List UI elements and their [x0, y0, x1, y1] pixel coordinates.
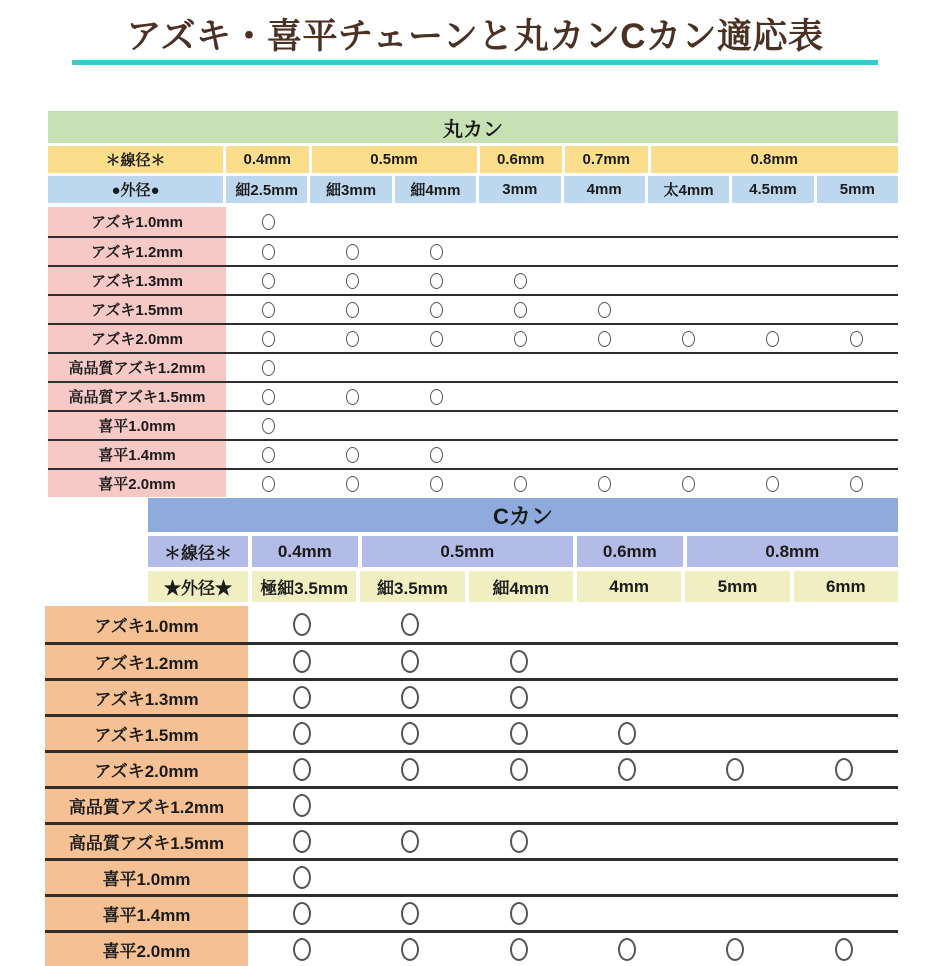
- compatibility-cell: [310, 296, 394, 323]
- chain-row: [45, 750, 898, 786]
- compatible-circle-mark: [293, 722, 311, 745]
- compatible-circle-mark: [510, 830, 528, 853]
- compatible-circle-mark: [430, 331, 443, 347]
- compatibility-cell: [478, 470, 562, 497]
- compatible-circle-mark: [850, 331, 863, 347]
- compatibility-cell: [465, 897, 573, 930]
- page-title-underline: [72, 16, 878, 65]
- chain-row-label: 喜平1.0mm: [45, 861, 248, 894]
- compatibility-cell: [356, 789, 464, 822]
- compatibility-cell: [248, 825, 356, 858]
- compatibility-cell: [356, 861, 464, 894]
- compatible-circle-mark: [293, 650, 311, 673]
- chain-row-label: アズキ1.0mm: [48, 207, 226, 236]
- compatibility-cell: [226, 470, 310, 497]
- compatible-circle-mark: [682, 476, 695, 492]
- compatible-circle-mark: [514, 476, 527, 492]
- compatibility-cell: [573, 897, 681, 930]
- compatibility-cell: [226, 412, 310, 439]
- compatibility-cell: [573, 645, 681, 678]
- compatibility-cell: [814, 354, 898, 381]
- compatibility-cell: [478, 267, 562, 294]
- chain-row: [45, 858, 898, 894]
- compatibility-cell: [394, 207, 478, 236]
- compatible-circle-mark: [262, 447, 275, 463]
- compatibility-cell: [646, 354, 730, 381]
- compatibility-cell: [394, 296, 478, 323]
- compatibility-cell: [248, 861, 356, 894]
- compatibility-cell: [646, 267, 730, 294]
- chain-row: [45, 678, 898, 714]
- compatible-circle-mark: [430, 447, 443, 463]
- compatibility-cell: [730, 207, 814, 236]
- compatible-circle-mark: [598, 476, 611, 492]
- marukan-wire-diameter-row: [48, 146, 898, 173]
- compatibility-cell: [478, 412, 562, 439]
- compatible-circle-mark: [293, 613, 311, 636]
- compatible-circle-mark: [346, 302, 359, 318]
- compatibility-cell: [573, 753, 681, 786]
- compatibility-cell: [310, 412, 394, 439]
- chain-row-label: 喜平2.0mm: [45, 933, 248, 966]
- compatible-circle-mark: [850, 476, 863, 492]
- compatibility-cell: [646, 296, 730, 323]
- compatibility-cell: [790, 645, 898, 678]
- compatibility-cell: [681, 753, 789, 786]
- wire-diameter-group-cell: 0.5mm: [312, 146, 477, 173]
- compatibility-cell: [465, 753, 573, 786]
- compatibility-cell: [562, 412, 646, 439]
- outer-diameter-size-cell: 5mm: [817, 176, 898, 203]
- compatibility-cell: [310, 325, 394, 352]
- compatibility-cell: [646, 412, 730, 439]
- chain-row-label: 喜平1.4mm: [45, 897, 248, 930]
- ckan-table: [45, 498, 898, 966]
- compatibility-cell: [646, 238, 730, 265]
- chain-row: [45, 714, 898, 750]
- compatibility-cell: [646, 383, 730, 410]
- outer-diameter-size-cell: 細2.5mm: [226, 176, 307, 203]
- compatibility-cell: [730, 325, 814, 352]
- compatibility-cell: [478, 296, 562, 323]
- compatibility-cell: [562, 354, 646, 381]
- compatibility-cell: [465, 825, 573, 858]
- compatible-circle-mark: [262, 389, 275, 405]
- compatibility-cell: [730, 470, 814, 497]
- compatibility-cell: [310, 441, 394, 468]
- compatible-circle-mark: [262, 418, 275, 434]
- compatibility-cell: [814, 238, 898, 265]
- chain-row-label: 喜平1.4mm: [48, 441, 226, 468]
- wire-diameter-header: ＊線径＊: [148, 536, 248, 567]
- compatibility-cell: [562, 441, 646, 468]
- chain-row: [48, 236, 898, 265]
- compatibility-cell: [248, 681, 356, 714]
- ckan-outer-diameter-row: [148, 571, 898, 602]
- compatibility-cell: [226, 238, 310, 265]
- marukan-table-title: 丸カン: [48, 111, 898, 143]
- compatible-circle-mark: [401, 722, 419, 745]
- compatibility-cell: [248, 645, 356, 678]
- outer-diameter-size-cell: 3mm: [479, 176, 560, 203]
- compatible-circle-mark: [262, 476, 275, 492]
- compatibility-cell: [790, 789, 898, 822]
- compatibility-cell: [356, 606, 464, 642]
- compatibility-cell: [681, 606, 789, 642]
- compatible-circle-mark: [262, 214, 275, 230]
- compatible-circle-mark: [262, 360, 275, 376]
- compatible-circle-mark: [293, 902, 311, 925]
- compatible-circle-mark: [510, 650, 528, 673]
- outer-diameter-size-cell: 4mm: [564, 176, 645, 203]
- compatibility-cell: [226, 354, 310, 381]
- chain-row-label: アズキ1.5mm: [45, 717, 248, 750]
- compatibility-cell: [248, 789, 356, 822]
- chain-row: [45, 822, 898, 858]
- compatible-circle-mark: [510, 686, 528, 709]
- compatibility-cell: [356, 681, 464, 714]
- compatibility-cell: [730, 354, 814, 381]
- compatible-circle-mark: [430, 476, 443, 492]
- compatibility-cell: [814, 470, 898, 497]
- compatibility-cell: [562, 325, 646, 352]
- wire-diameter-group-cell: 0.7mm: [565, 146, 648, 173]
- outer-diameter-header: ●外径●: [48, 176, 223, 203]
- compatibility-cell: [394, 325, 478, 352]
- compatibility-cell: [394, 238, 478, 265]
- compatible-circle-mark: [430, 273, 443, 289]
- compatibility-cell: [790, 753, 898, 786]
- chain-row: [48, 352, 898, 381]
- compatibility-cell: [681, 645, 789, 678]
- compatibility-cell: [394, 441, 478, 468]
- compatible-circle-mark: [514, 331, 527, 347]
- compatibility-cell: [730, 441, 814, 468]
- compatibility-cell: [573, 789, 681, 822]
- compatibility-cell: [310, 238, 394, 265]
- compatible-circle-mark: [346, 273, 359, 289]
- compatibility-cell: [681, 789, 789, 822]
- compatibility-cell: [814, 383, 898, 410]
- compatibility-cell: [681, 717, 789, 750]
- compatibility-cell: [814, 412, 898, 439]
- chain-row: [45, 930, 898, 966]
- compatibility-cell: [356, 753, 464, 786]
- compatibility-cell: [814, 207, 898, 236]
- compatibility-cell: [646, 207, 730, 236]
- compatibility-cell: [478, 354, 562, 381]
- compatible-circle-mark: [430, 389, 443, 405]
- compatible-circle-mark: [510, 902, 528, 925]
- chain-row-label: 喜平2.0mm: [48, 470, 226, 497]
- compatibility-cell: [790, 897, 898, 930]
- compatible-circle-mark: [293, 866, 311, 889]
- chain-row-label: 高品質アズキ1.2mm: [48, 354, 226, 381]
- compatibility-cell: [562, 383, 646, 410]
- chain-row: [48, 468, 898, 497]
- compatibility-cell: [310, 207, 394, 236]
- chain-row: [48, 265, 898, 294]
- page-title: アズキ・喜平チェーンと丸カンCカン適応表: [126, 17, 824, 56]
- compatibility-cell: [681, 861, 789, 894]
- compatibility-cell: [814, 325, 898, 352]
- ckan-table-title: Cカン: [148, 498, 898, 532]
- compatible-circle-mark: [766, 476, 779, 492]
- compatibility-cell: [226, 296, 310, 323]
- compatibility-cell: [730, 412, 814, 439]
- outer-diameter-size-cell: 細4mm: [469, 571, 573, 602]
- compatibility-cell: [573, 825, 681, 858]
- compatible-circle-mark: [514, 273, 527, 289]
- compatible-circle-mark: [618, 758, 636, 781]
- compatible-circle-mark: [835, 758, 853, 781]
- wire-diameter-group-cell: 0.8mm: [687, 536, 898, 567]
- compatibility-cell: [248, 897, 356, 930]
- compatible-circle-mark: [293, 758, 311, 781]
- compatible-circle-mark: [598, 331, 611, 347]
- compatibility-cell: [478, 383, 562, 410]
- compatibility-cell: [465, 717, 573, 750]
- compatibility-cell: [573, 717, 681, 750]
- chain-row: [48, 294, 898, 323]
- outer-diameter-size-cell: 5mm: [685, 571, 789, 602]
- compatibility-cell: [562, 207, 646, 236]
- compatible-circle-mark: [766, 331, 779, 347]
- compatible-circle-mark: [346, 244, 359, 260]
- outer-diameter-size-cell: 細3.5mm: [360, 571, 464, 602]
- compatible-circle-mark: [430, 244, 443, 260]
- outer-diameter-size-cell: 4mm: [577, 571, 681, 602]
- compatibility-cell: [478, 238, 562, 265]
- chain-row-label: アズキ1.0mm: [45, 606, 248, 642]
- chain-row-label: 喜平1.0mm: [48, 412, 226, 439]
- compatibility-cell: [465, 645, 573, 678]
- chain-row-label: アズキ2.0mm: [45, 753, 248, 786]
- compatibility-cell: [465, 681, 573, 714]
- compatibility-cell: [646, 325, 730, 352]
- compatibility-cell: [226, 267, 310, 294]
- compatible-circle-mark: [514, 302, 527, 318]
- compatible-circle-mark: [346, 331, 359, 347]
- compatibility-cell: [573, 681, 681, 714]
- chain-row: [45, 894, 898, 930]
- compatibility-cell: [646, 470, 730, 497]
- outer-diameter-size-cell: 4.5mm: [732, 176, 813, 203]
- compatibility-cell: [394, 383, 478, 410]
- compatibility-cell: [465, 861, 573, 894]
- compatible-circle-mark: [293, 794, 311, 817]
- ckan-wire-diameter-row: [148, 536, 898, 567]
- chain-row: [48, 381, 898, 410]
- compatibility-cell: [730, 267, 814, 294]
- chain-row-label: アズキ2.0mm: [48, 325, 226, 352]
- compatible-circle-mark: [401, 902, 419, 925]
- wire-diameter-group-cell: 0.4mm: [252, 536, 358, 567]
- chain-row-label: アズキ1.3mm: [48, 267, 226, 294]
- compatible-circle-mark: [346, 389, 359, 405]
- compatibility-cell: [394, 354, 478, 381]
- wire-diameter-group-cell: 0.8mm: [651, 146, 899, 173]
- chain-row: [45, 786, 898, 822]
- chain-row-label: アズキ1.2mm: [48, 238, 226, 265]
- compatibility-cell: [730, 383, 814, 410]
- compatibility-cell: [814, 267, 898, 294]
- compatibility-cell: [226, 441, 310, 468]
- compatibility-cell: [790, 681, 898, 714]
- chain-row: [45, 606, 898, 642]
- compatibility-cell: [573, 861, 681, 894]
- marukan-table: [48, 111, 898, 497]
- chain-row: [48, 410, 898, 439]
- compatibility-cell: [465, 606, 573, 642]
- outer-diameter-size-cell: 細4mm: [395, 176, 476, 203]
- compatible-circle-mark: [346, 447, 359, 463]
- wire-diameter-group-cell: 0.4mm: [226, 146, 309, 173]
- compatibility-cell: [478, 441, 562, 468]
- wire-diameter-group-cell: 0.5mm: [362, 536, 573, 567]
- chain-row: [48, 323, 898, 352]
- wire-diameter-group-cell: 0.6mm: [577, 536, 683, 567]
- compatibility-cell: [562, 267, 646, 294]
- compatible-circle-mark: [262, 331, 275, 347]
- compatible-circle-mark: [401, 830, 419, 853]
- compatible-circle-mark: [346, 476, 359, 492]
- compatibility-cell: [356, 897, 464, 930]
- compatibility-cell: [394, 412, 478, 439]
- compatible-circle-mark: [510, 758, 528, 781]
- chain-row-label: 高品質アズキ1.2mm: [45, 789, 248, 822]
- compatibility-cell: [248, 606, 356, 642]
- compatible-circle-mark: [510, 722, 528, 745]
- compatibility-cell: [310, 383, 394, 410]
- compatibility-cell: [465, 789, 573, 822]
- compatibility-cell: [573, 606, 681, 642]
- compatibility-cell: [790, 717, 898, 750]
- compatible-circle-mark: [682, 331, 695, 347]
- compatible-circle-mark: [293, 830, 311, 853]
- compatibility-cell: [226, 383, 310, 410]
- outer-diameter-header: ★外径★: [148, 571, 248, 602]
- chain-row-label: 高品質アズキ1.5mm: [48, 383, 226, 410]
- compatible-circle-mark: [262, 273, 275, 289]
- compatibility-cell: [562, 470, 646, 497]
- chain-row-label: アズキ1.3mm: [45, 681, 248, 714]
- compatibility-cell: [356, 825, 464, 858]
- compatibility-cell: [814, 441, 898, 468]
- wire-diameter-header: ＊線径＊: [48, 146, 223, 173]
- compatible-circle-mark: [262, 302, 275, 318]
- compatibility-cell: [790, 861, 898, 894]
- chain-row-label: アズキ1.2mm: [45, 645, 248, 678]
- outer-diameter-size-cell: 太4mm: [648, 176, 729, 203]
- chain-row: [48, 207, 898, 236]
- compatible-circle-mark: [401, 758, 419, 781]
- compatibility-cell: [562, 296, 646, 323]
- compatibility-cell: [356, 717, 464, 750]
- compatibility-cell: [478, 207, 562, 236]
- compatibility-cell: [248, 717, 356, 750]
- chain-row: [48, 439, 898, 468]
- compatible-circle-mark: [726, 758, 744, 781]
- outer-diameter-size-cell: 極細3.5mm: [252, 571, 356, 602]
- outer-diameter-size-cell: 6mm: [794, 571, 898, 602]
- compatible-circle-mark: [293, 686, 311, 709]
- compatibility-cell: [730, 296, 814, 323]
- wire-diameter-group-cell: 0.6mm: [480, 146, 563, 173]
- compatible-circle-mark: [430, 302, 443, 318]
- outer-diameter-size-cell: 細3mm: [310, 176, 391, 203]
- compatibility-cell: [790, 825, 898, 858]
- marukan-table-body: [48, 207, 898, 497]
- compatible-circle-mark: [401, 686, 419, 709]
- compatibility-cell: [226, 325, 310, 352]
- compatible-circle-mark: [598, 302, 611, 318]
- compatibility-cell: [681, 681, 789, 714]
- compatibility-cell: [310, 267, 394, 294]
- compatible-circle-mark: [401, 650, 419, 673]
- compatibility-cell: [646, 441, 730, 468]
- compatible-circle-mark: [401, 613, 419, 636]
- compatibility-cell: [226, 207, 310, 236]
- compatibility-cell: [814, 296, 898, 323]
- ckan-table-body: [45, 606, 898, 966]
- compatibility-cell: [681, 897, 789, 930]
- marukan-outer-diameter-row: [48, 176, 898, 203]
- compatibility-cell: [394, 267, 478, 294]
- chain-row: [45, 642, 898, 678]
- compatibility-cell: [790, 606, 898, 642]
- compatibility-cell: [478, 325, 562, 352]
- compatibility-cell: [248, 753, 356, 786]
- chain-row-label: 高品質アズキ1.5mm: [45, 825, 248, 858]
- compatibility-cell: [310, 354, 394, 381]
- compatibility-cell: [394, 470, 478, 497]
- chain-row-label: アズキ1.5mm: [48, 296, 226, 323]
- compatibility-cell: [562, 238, 646, 265]
- compatibility-cell: [730, 238, 814, 265]
- compatibility-cell: [681, 825, 789, 858]
- compatibility-cell: [356, 645, 464, 678]
- compatible-circle-mark: [262, 244, 275, 260]
- compatible-circle-mark: [618, 722, 636, 745]
- compatibility-cell: [310, 470, 394, 497]
